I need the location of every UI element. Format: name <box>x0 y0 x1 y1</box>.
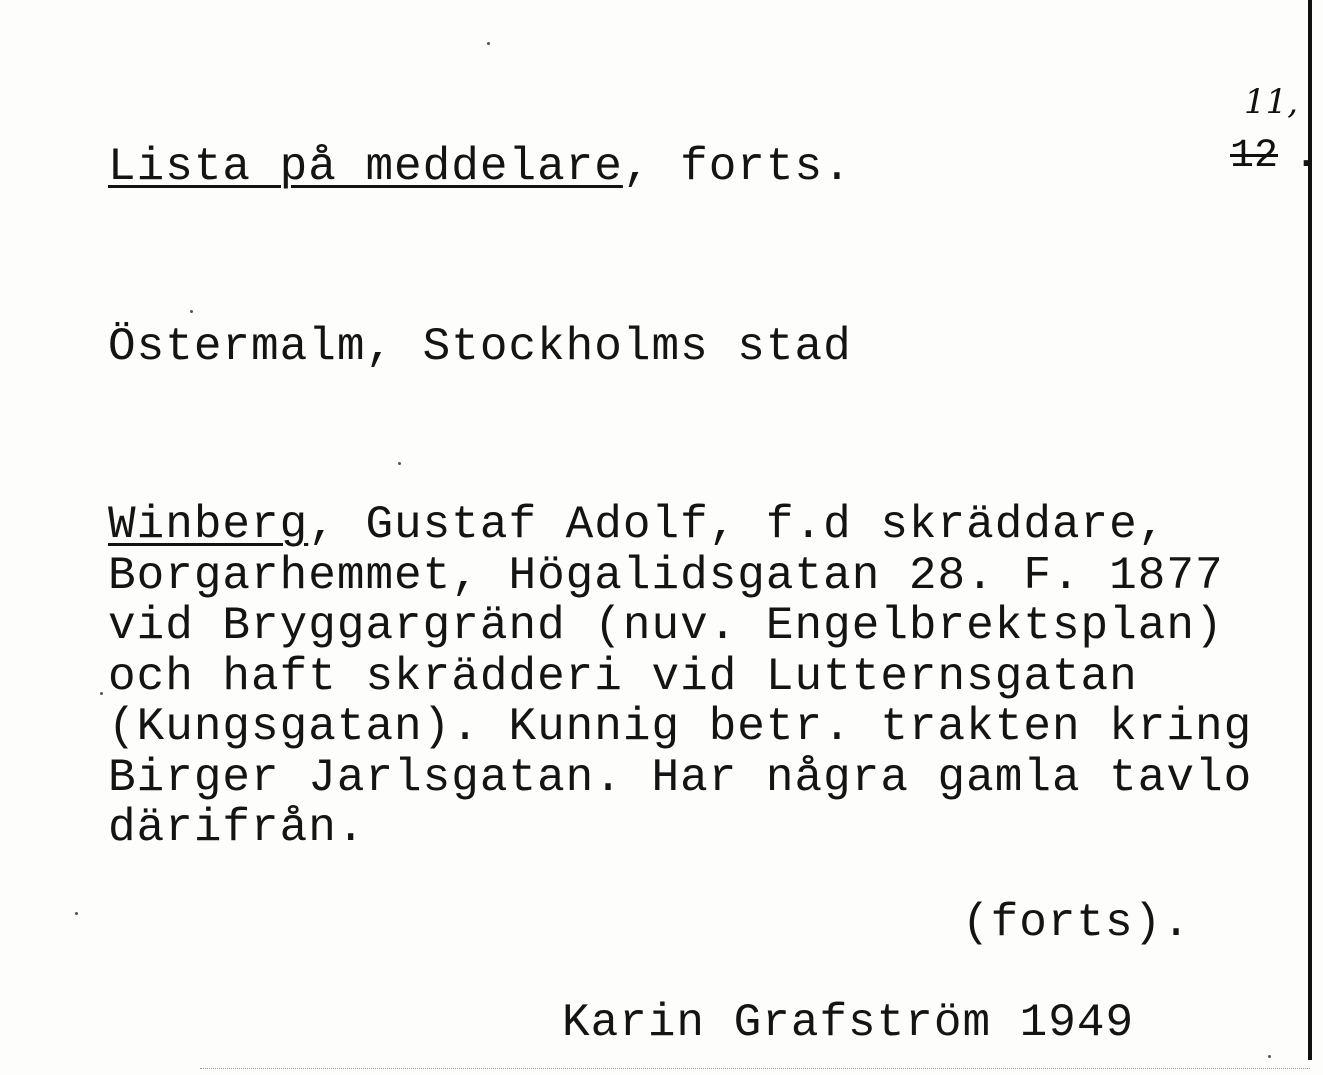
entry-line: (Kungsgatan). Kunnig betr. trakten kring <box>108 701 1253 753</box>
paper-speck <box>100 692 103 695</box>
entry-line: vid Bryggargränd (nuv. Engelbrektsplan) <box>108 600 1224 652</box>
signature-line: Karin Grafström 1949 <box>562 997 1135 1049</box>
paper-speck <box>75 912 78 915</box>
paper-speck <box>487 42 490 45</box>
entry-line: därifrån. <box>108 802 366 854</box>
entry-surname: Winberg <box>108 499 309 551</box>
entry-line-1 <box>108 500 1252 551</box>
paper-speck <box>190 310 193 313</box>
card-bottom-edge <box>200 1068 1310 1070</box>
card-number-struck: 12 <box>1230 134 1279 179</box>
card-number-dot: . <box>1294 134 1319 179</box>
card-number <box>1228 82 1319 182</box>
entry-line: Borgarhemmet, Högalidsgatan 28. F. 1877 <box>108 549 1224 602</box>
informant-entry <box>108 500 1252 854</box>
card-title-suffix: , forts. <box>622 141 852 193</box>
entry-line-1-rest: , Gustaf Adolf, f.d skräddare, <box>308 499 1167 551</box>
paper-speck <box>398 462 401 465</box>
paper-speck <box>1268 1055 1271 1058</box>
location-line: Östermalm, Stockholms stad <box>108 321 852 373</box>
continuation-note: (forts). <box>962 897 1191 949</box>
card-title <box>108 142 852 192</box>
card-number-handwritten: 11, <box>1244 82 1299 122</box>
card-title-underlined: Lista på meddelare <box>108 141 623 193</box>
entry-line: Birger Jarlsgatan. Har några gamla tavlo <box>108 751 1253 804</box>
entry-line: och haft skrädderi vid Lutternsgatan <box>108 650 1138 703</box>
